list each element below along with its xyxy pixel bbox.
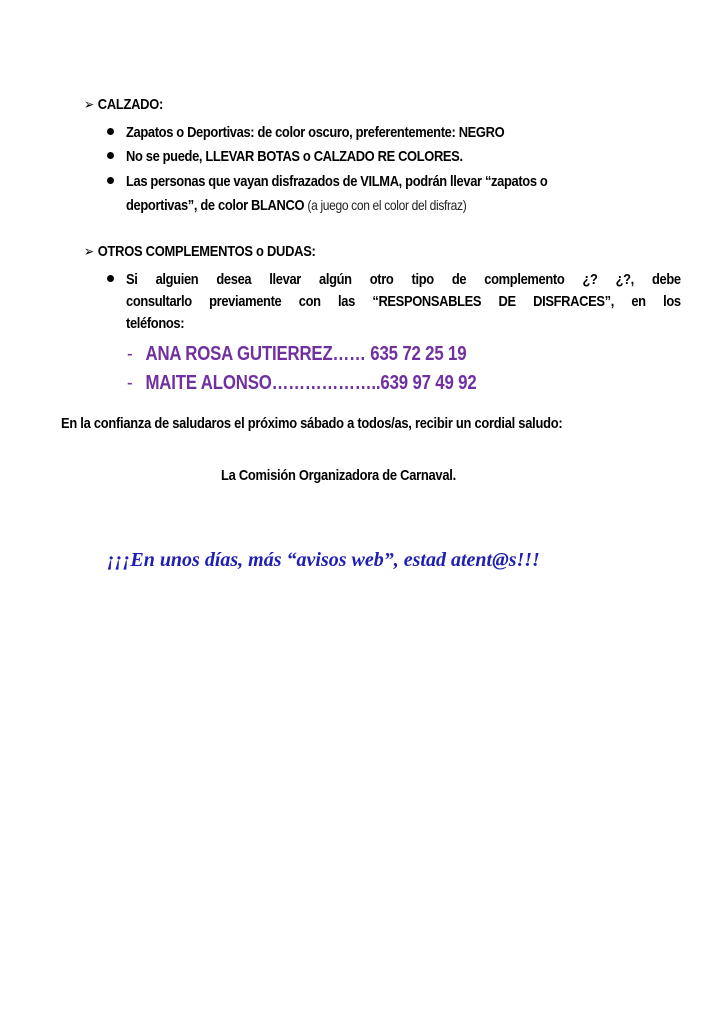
list-item-line: teléfonos: xyxy=(126,315,185,332)
otros-heading xyxy=(84,243,316,260)
list-item-text: No se puede, LLEVAR BOTAS o CALZADO RE COLORES. xyxy=(126,148,463,165)
contact-text: MAITE ALONSO………………..639 97 49 92 xyxy=(145,372,477,394)
round-bullet-icon xyxy=(107,128,114,135)
list-item-text: Zapatos o Deportivas: de color oscuro, preferentemente: NEGRO xyxy=(126,124,505,141)
list-item-text-line xyxy=(126,194,603,217)
otros-title: OTROS COMPLEMENTOS o DUDAS: xyxy=(97,243,316,260)
round-bullet-icon xyxy=(107,177,114,184)
contact-line xyxy=(127,343,466,366)
arrow-bullet-icon: ➢ xyxy=(84,243,94,259)
announcement: ¡¡¡En unos días, más “avisos web”, estad atent@s!!! xyxy=(107,549,540,571)
arrow-bullet-icon: ➢ xyxy=(84,96,94,112)
list-item-note: (a juego con el color del disfraz) xyxy=(307,197,467,213)
list-item-body xyxy=(126,269,681,335)
list-item-text: deportivas”, de color BLANCO xyxy=(126,197,305,214)
contact-text: ANA ROSA GUTIERREZ…… 635 72 25 19 xyxy=(145,343,467,365)
contact-dash: - xyxy=(127,343,133,365)
calzado-title: CALZADO: xyxy=(97,96,164,113)
signature: La Comisión Organizadora de Carnaval. xyxy=(221,467,456,484)
contact-dash: - xyxy=(127,372,133,394)
round-bullet-icon xyxy=(107,275,114,282)
list-item-line: consultarlo previamente con las “RESPONSABLES DE DISFRACES”, en los xyxy=(126,293,681,310)
list-item-line: Si alguien desea llevar algún otro tipo de complemento ¿? ¿?, debe xyxy=(126,271,681,288)
calzado-heading xyxy=(84,96,163,113)
round-bullet-icon xyxy=(107,152,114,159)
contact-line xyxy=(127,372,477,395)
list-item-text: Las personas que vayan disfrazados de VILMA, podrán llevar “zapatos o xyxy=(126,173,548,190)
closing-text: En la confianza de saludaros el próximo sábado a todos/as, recibir un cordial saludo: xyxy=(61,415,563,432)
